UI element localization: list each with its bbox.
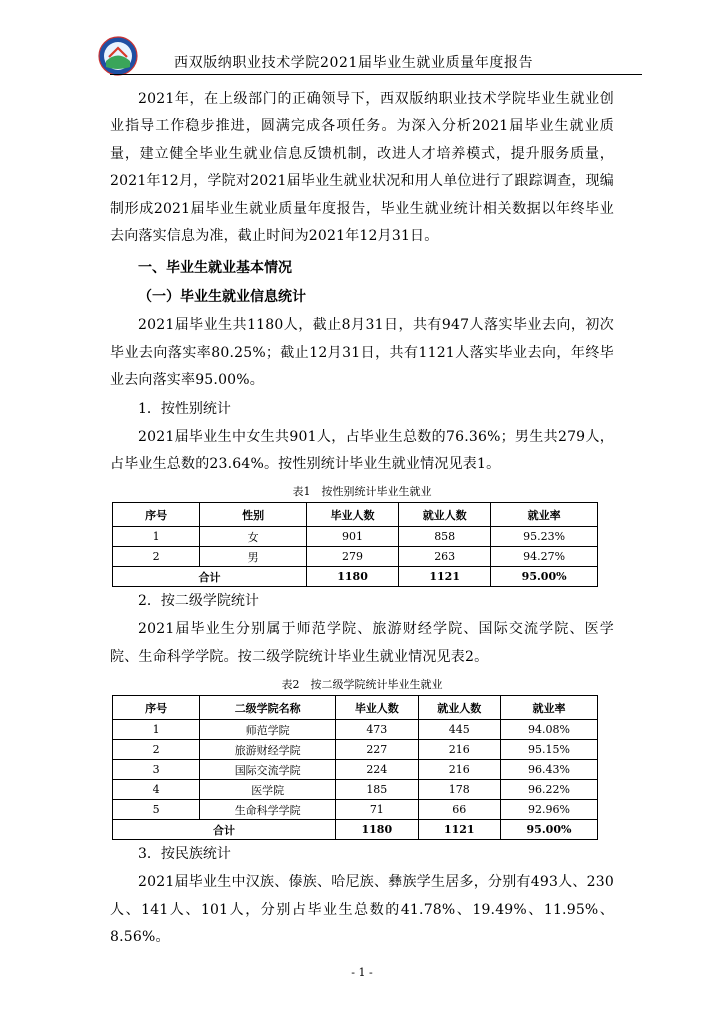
table-cell: 185 bbox=[336, 780, 418, 800]
table-row bbox=[113, 720, 598, 740]
table-total-row bbox=[113, 820, 598, 840]
table1-caption: 表1 按性别统计毕业生就业 bbox=[292, 485, 432, 499]
table-cell: 1180 bbox=[336, 820, 418, 840]
table-cell: 1121 bbox=[399, 567, 491, 587]
school-logo-icon bbox=[98, 36, 138, 76]
table-cell: 95.15% bbox=[500, 740, 597, 760]
column-header: 性别 bbox=[200, 503, 307, 527]
table-row bbox=[113, 780, 598, 800]
table-row bbox=[113, 527, 598, 547]
table-row bbox=[113, 760, 598, 780]
employment-summary-paragraph: 2021届毕业生共1180人，截止8月31日，共有947人落实毕业去向，初次毕业去向落实率80.25%；截止12月31日，共有1121人落实毕业去向，年终毕业去向落实率95.00%。 bbox=[110, 317, 614, 389]
table-cell: 178 bbox=[418, 780, 500, 800]
table-cell: 旅游财经学院 bbox=[200, 740, 336, 760]
table-row bbox=[113, 547, 598, 567]
column-header: 序号 bbox=[113, 503, 200, 527]
table-cell: 女 bbox=[200, 527, 307, 547]
table-cell: 3 bbox=[113, 760, 200, 780]
table-cell: 2 bbox=[113, 547, 200, 567]
table-cell: 96.43% bbox=[500, 760, 597, 780]
header-title: 西双版纳职业技术学院2021届毕业生就业质量年度报告 bbox=[174, 55, 534, 71]
table-cell: 1121 bbox=[418, 820, 500, 840]
table-cell: 95.00% bbox=[491, 567, 598, 587]
section-heading: 一、毕业生就业基本情况 bbox=[138, 260, 292, 277]
table-cell: 1 bbox=[113, 720, 200, 740]
ethnic-paragraph: 2021届毕业生中汉族、傣族、哈尼族、彝族学生居多，分别有493人、230人、141人、101人，分别占毕业生总数的41.78%、19.49%、11.95%、8.56%。 bbox=[110, 874, 614, 946]
table-cell: 94.08% bbox=[500, 720, 597, 740]
table-cell: 279 bbox=[306, 547, 398, 567]
table-cell: 1 bbox=[113, 527, 200, 547]
column-header: 就业率 bbox=[500, 696, 597, 720]
table-cell: 医学院 bbox=[200, 780, 336, 800]
table-cell: 合计 bbox=[113, 820, 336, 840]
table-cell: 71 bbox=[336, 800, 418, 820]
page-number: - 1 - bbox=[351, 966, 373, 979]
column-header: 二级学院名称 bbox=[200, 696, 336, 720]
table-cell: 216 bbox=[418, 740, 500, 760]
table-cell: 男 bbox=[200, 547, 307, 567]
intro-paragraph: 2021年，在上级部门的正确领导下，西双版纳职业技术学院毕业生就业创业指导工作稳步推进，圆满完成各项任务。为深入分析2021届毕业生就业质量，建立健全毕业生就业信息反馈机制，改进人才培养模式，提升服务质量，2021年12月，学院对2021届毕业生就业状况和用人单位进行了跟踪调查，现编制形成2021届毕业生就业质量年度报告，毕业生就业统计相关数据以年终毕业去向落实信息为准，截止时间为2021年12月31日。 bbox=[110, 91, 614, 245]
college-table bbox=[112, 695, 598, 840]
column-header: 就业率 bbox=[491, 503, 598, 527]
table-cell: 66 bbox=[418, 800, 500, 820]
header-divider bbox=[110, 74, 642, 75]
ethnic-heading: 3．按民族统计 bbox=[138, 846, 231, 863]
table-cell: 227 bbox=[336, 740, 418, 760]
column-header: 就业人数 bbox=[399, 503, 491, 527]
gender-table bbox=[112, 502, 598, 587]
column-header: 毕业人数 bbox=[306, 503, 398, 527]
table-cell: 96.22% bbox=[500, 780, 597, 800]
column-header: 就业人数 bbox=[418, 696, 500, 720]
page-header bbox=[92, 36, 644, 76]
table-cell: 224 bbox=[336, 760, 418, 780]
table-cell: 901 bbox=[306, 527, 398, 547]
table2-caption: 表2 按二级学院统计毕业生就业 bbox=[281, 678, 443, 692]
table-cell: 合计 bbox=[113, 567, 307, 587]
table-row bbox=[113, 800, 598, 820]
table-cell: 858 bbox=[399, 527, 491, 547]
column-header: 毕业人数 bbox=[336, 696, 418, 720]
table-header-row bbox=[113, 503, 598, 527]
table-header-row bbox=[113, 696, 598, 720]
table-cell: 95.00% bbox=[500, 820, 597, 840]
table-cell: 445 bbox=[418, 720, 500, 740]
college-heading: 2．按二级学院统计 bbox=[138, 593, 259, 610]
document-body bbox=[110, 86, 614, 952]
table-cell: 5 bbox=[113, 800, 200, 820]
table-cell: 1180 bbox=[306, 567, 398, 587]
table-cell: 216 bbox=[418, 760, 500, 780]
table-cell: 92.96% bbox=[500, 800, 597, 820]
table-cell: 生命科学学院 bbox=[200, 800, 336, 820]
college-paragraph: 2021届毕业生分别属于师范学院、旅游财经学院、国际交流学院、医学院、生命科学学院。按二级学院统计毕业生就业情况见表2。 bbox=[110, 621, 614, 665]
table-row bbox=[113, 740, 598, 760]
table-cell: 94.27% bbox=[491, 547, 598, 567]
table-total-row bbox=[113, 567, 598, 587]
gender-paragraph: 2021届毕业生中女生共901人，占毕业生总数的76.36%；男生共279人，占毕业生总数的23.64%。按性别统计毕业生就业情况见表1。 bbox=[110, 428, 614, 473]
column-header: 序号 bbox=[113, 696, 200, 720]
table-cell: 2 bbox=[113, 740, 200, 760]
table-cell: 师范学院 bbox=[200, 720, 336, 740]
gender-heading: 1．按性别统计 bbox=[138, 400, 231, 417]
table-cell: 国际交流学院 bbox=[200, 760, 336, 780]
table-cell: 473 bbox=[336, 720, 418, 740]
table-cell: 95.23% bbox=[491, 527, 598, 547]
subsection-heading: （一）毕业生就业信息统计 bbox=[138, 289, 306, 306]
table-cell: 263 bbox=[399, 547, 491, 567]
table-cell: 4 bbox=[113, 780, 200, 800]
